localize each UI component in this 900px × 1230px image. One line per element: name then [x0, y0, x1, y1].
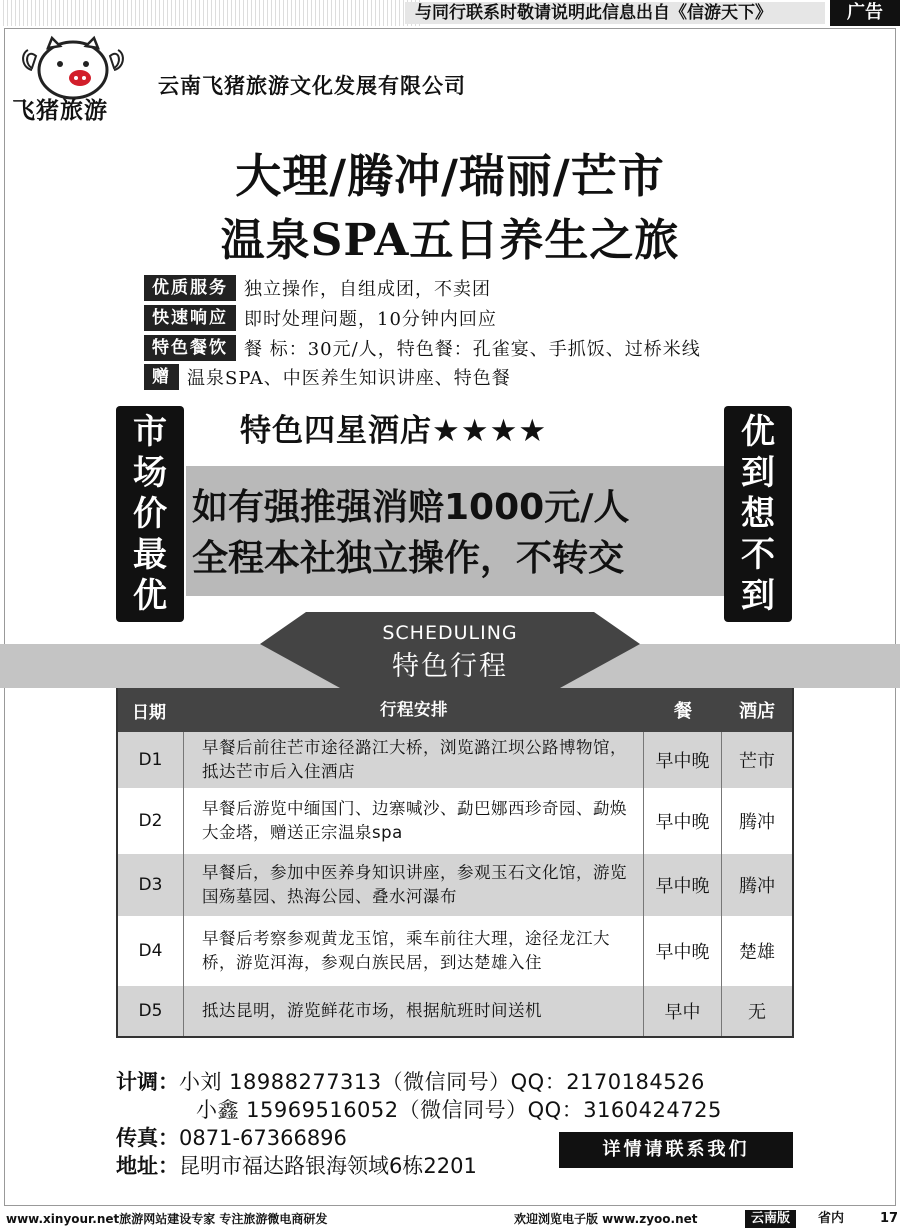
- market-price-badge: [116, 406, 184, 622]
- table-row: [118, 788, 792, 854]
- badge-char: 市: [133, 412, 167, 452]
- feature-text: 独立操作，自组成团，不卖团: [244, 279, 491, 300]
- footer-region-badge: 云南版: [745, 1210, 796, 1228]
- feature-text: 温泉SPA、中医养生知识讲座、特色餐: [187, 368, 511, 389]
- badge-char: 最: [133, 535, 167, 575]
- contact-us-button[interactable]: 详情请联系我们: [559, 1132, 793, 1168]
- top-strip: [0, 0, 900, 26]
- dispatch-contact-2: [196, 1094, 722, 1124]
- feature-label: 特色餐饮: [144, 335, 236, 361]
- feature-row-dining: [144, 335, 701, 361]
- feature-label: 赠: [144, 364, 179, 390]
- dispatch-person-1: 小刘 18988277313（微信同号）QQ：2170184526: [179, 1070, 705, 1094]
- feature-text: 即时处理问题，10分钟内回应: [244, 309, 497, 330]
- top-pattern: [0, 0, 420, 26]
- company-name: 云南飞猪旅游文化发展有限公司: [158, 73, 466, 98]
- row-hotel: 无: [748, 1002, 766, 1023]
- badge-char: 价: [133, 494, 167, 534]
- row-hotel: 腾冲: [739, 812, 775, 833]
- badge-char: 不: [741, 535, 775, 575]
- fax-label: 传真：: [116, 1126, 179, 1150]
- fax-line: [116, 1122, 347, 1152]
- unexpected-discount-badge: [724, 406, 792, 622]
- address-text: 昆明市福达路银海领域6栋2201: [179, 1154, 477, 1178]
- main-title-line1: 大理/腾冲/瑞丽/芒市: [235, 149, 665, 203]
- feature-row-service: [144, 275, 491, 301]
- dispatch-contact-1: [116, 1066, 705, 1096]
- row-plan: 早餐后前往芒市途径潞江大桥，浏览潞江坝公路博物馆，抵达芒市后入住酒店: [184, 732, 644, 788]
- footer-left-text: www.xinyour.net旅游网站建设专家 专注旅游微电商研发: [6, 1212, 328, 1226]
- row-hotel: 腾冲: [739, 876, 775, 897]
- footer-section: 省内: [818, 1211, 845, 1226]
- row-day: D3: [118, 854, 184, 916]
- row-meal: 早中晚: [644, 916, 722, 986]
- row-day: D1: [118, 732, 184, 788]
- promo-independent: 全程本社独立操作，不转交: [192, 538, 625, 579]
- row-meal: 早中: [644, 986, 722, 1036]
- footer-right-text: 欢迎浏览电子版 www.zyoo.net: [514, 1212, 698, 1226]
- row-day: D5: [118, 986, 184, 1036]
- top-notice: 与同行联系时敬请说明此信息出自《信游天下》: [405, 2, 825, 24]
- badge-char: 优: [133, 576, 167, 616]
- header-date: 日期: [132, 702, 166, 723]
- schedule-table: [116, 688, 794, 1038]
- feature-label: 快速响应: [144, 305, 236, 331]
- feature-text: 餐 标：30元/人，特色餐：孔雀宴、手抓饭、过桥米线: [244, 339, 701, 360]
- table-row: [118, 854, 792, 916]
- header-meal: 餐: [674, 701, 692, 722]
- dispatch-label: 计调：: [116, 1070, 179, 1094]
- row-day: D2: [118, 788, 184, 854]
- feature-label: 优质服务: [144, 275, 236, 301]
- badge-char: 优: [741, 412, 775, 452]
- header-hotel: 酒店: [739, 701, 775, 722]
- hotel-heading: 特色四星酒店★★★★: [240, 413, 548, 449]
- promo-compensation: 如有强推强消赔1000元/人: [192, 487, 630, 528]
- row-meal: 早中晚: [644, 788, 722, 854]
- schedule-title-en: SCHEDULING: [382, 622, 518, 644]
- ad-tag: 广告: [830, 0, 900, 26]
- row-meal: 早中晚: [644, 854, 722, 916]
- table-row: [118, 986, 792, 1036]
- address-line: [116, 1150, 477, 1180]
- footer-page-number: 17: [880, 1211, 899, 1226]
- schedule-title-cn: 特色行程: [392, 651, 508, 682]
- row-plan: 早餐后游览中缅国门、边寨喊沙、勐巴娜西珍奇园、勐焕大金塔，赠送正宗温泉spa: [184, 788, 644, 854]
- row-meal: 早中晚: [644, 732, 722, 788]
- row-plan: 早餐后考察参观黄龙玉馆，乘车前往大理，途径龙江大桥，游览洱海，参观白族民居，到达楚雄入住: [184, 916, 644, 986]
- row-plan: 早餐后，参加中医养身知识讲座，参观玉石文化馆，游览国殇墓园、热海公园、叠水河瀑布: [184, 854, 644, 916]
- badge-char: 到: [741, 453, 775, 493]
- footer: [0, 1208, 900, 1230]
- table-row: [118, 916, 792, 986]
- header-plan: 行程安排: [380, 700, 448, 719]
- table-row: [118, 732, 792, 788]
- row-hotel: 芒市: [739, 751, 775, 772]
- feature-row-response: [144, 305, 497, 331]
- row-plan: 抵达昆明，游览鲜花市场，根据航班时间送机: [184, 986, 644, 1036]
- row-day: D4: [118, 916, 184, 986]
- dispatch-person-2: 小鑫 15969516052（微信同号）QQ：3160424725: [196, 1098, 722, 1122]
- fax-number: 0871-67366896: [179, 1126, 347, 1150]
- address-label: 地址：: [116, 1154, 179, 1178]
- row-hotel: 楚雄: [739, 942, 775, 963]
- table-header: [118, 688, 792, 732]
- badge-char: 想: [741, 494, 775, 534]
- logo-text: 飞猪旅游: [12, 98, 108, 124]
- badge-char: 到: [741, 576, 775, 616]
- feature-row-gift: [144, 364, 511, 390]
- badge-char: 场: [133, 453, 167, 493]
- main-title-line2: 温泉SPA五日养生之旅: [220, 215, 680, 266]
